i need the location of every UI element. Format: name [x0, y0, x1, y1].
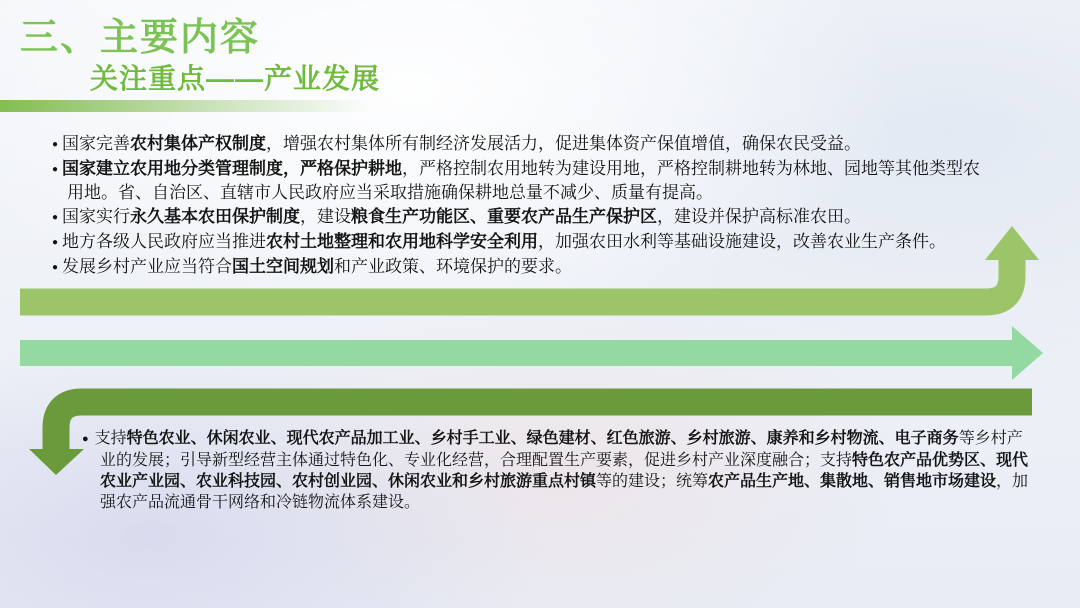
industry-support-paragraph: [82, 428, 1038, 513]
policy-bullet-list: [52, 132, 984, 280]
bullet-item: ● 地方各级人民政府应当推进农村土地整理和农用地科学安全利用，加强农田水利等基础设施建设，改善农业生产条件。: [52, 232, 947, 251]
bullet-item: ● 国家实行永久基本农田保护制度，建设粮食生产功能区、重要农产品生产保护区，建设并保护高标准农田。: [52, 207, 862, 226]
bullet-dot-icon: ●: [52, 262, 59, 273]
subtitle-divider: [0, 100, 372, 112]
bullet-dot-icon: ●: [52, 212, 59, 223]
bullet-item: ● 发展乡村产业应当符合国土空间规划和产业政策、环境保护的要求。: [52, 257, 573, 276]
bullet-dot-icon: ●: [52, 237, 59, 248]
bullet-item: ● 国家建立农用地分类管理制度，严格保护耕地，严格控制农用地转为建设用地，严格控制耕地转为林地、园地等其他类型农用地。省、自治区、直辖市人民政府应当采取措施确保耕地总量不减少、质量有提高。: [52, 159, 981, 202]
arrow-right-icon: [20, 326, 1043, 380]
industry-support-text: 支持特色农业、休闲农业、现代农产品加工业、乡村手工业、绿色建材、红色旅游、乡村旅游、康养和乡村物流、电子商务等乡村产业的发展；引导新型经营主体通过特色化、专业化经营，合理配置生产要素，促进乡村产业深度融合；支持特色农产品优势区、现代农业产业园、农业科技园、农村创业园、休闲农业和乡村旅游重点村镇等的建设；统筹农产品生产地、集散地、销售地市场建设，加强农产品流通骨干网络和冷链物流体系建设。: [94, 430, 1029, 511]
bullet-dot-icon: ●: [52, 139, 59, 150]
slide-title: 三、主要内容: [20, 17, 261, 59]
bullet-item: ● 国家完善农村集体产权制度，增强农村集体所有制经济发展活力，促进集体资产保值增值，确保农民受益。: [52, 134, 862, 153]
bullet-dot-icon: ●: [52, 164, 59, 175]
bullet-dot-icon: ●: [82, 433, 89, 445]
slide-subtitle: 关注重点——产业发展: [90, 63, 381, 94]
